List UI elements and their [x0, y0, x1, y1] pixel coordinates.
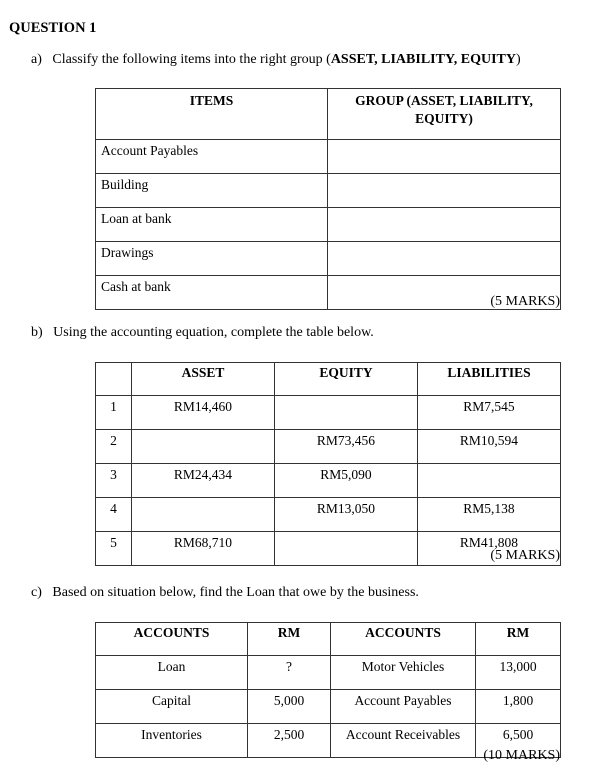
equity-cell [275, 396, 418, 430]
part-b-marks: (5 MARKS) [490, 548, 560, 563]
row-number: 3 [96, 464, 132, 498]
account-cell: Account Payables [331, 690, 476, 724]
amount-cell: 6,500 [476, 724, 561, 758]
liabilities-cell [418, 464, 561, 498]
part-c-text: Based on situation below, find the Loan that owe by the business. [52, 585, 419, 600]
table-header-row [96, 363, 561, 396]
liabilities-cell: RM41,808 [418, 532, 561, 566]
part-c-instruction [31, 585, 419, 601]
part-a-bold: ASSET, LIABILITY, EQUITY [330, 52, 516, 67]
liabilities-header: LIABILITIES [418, 363, 561, 396]
asset-cell [132, 498, 275, 532]
part-b-text: Using the accounting equation, complete the table below. [53, 325, 374, 340]
classify-table [95, 88, 561, 310]
account-cell: Account Receivables [331, 724, 476, 758]
table-row [96, 396, 561, 430]
accounts-header-right: ACCOUNTS [331, 623, 476, 656]
item-cell: Drawings [96, 242, 328, 276]
liabilities-cell: RM10,594 [418, 430, 561, 464]
equity-header: EQUITY [275, 363, 418, 396]
part-c-prefix: c) [31, 585, 42, 600]
table-row [96, 430, 561, 464]
accounts-table [95, 622, 561, 758]
asset-header: ASSET [132, 363, 275, 396]
group-header: GROUP (ASSET, LIABILITY, EQUITY) [328, 89, 561, 140]
account-cell: Inventories [96, 724, 248, 758]
asset-cell: RM14,460 [132, 396, 275, 430]
equity-cell [275, 532, 418, 566]
table-header-row [96, 89, 561, 140]
part-a-text: Classify the following items into the right group ( [52, 52, 331, 67]
rm-header-right: RM [476, 623, 561, 656]
liabilities-cell: RM7,545 [418, 396, 561, 430]
row-number: 2 [96, 430, 132, 464]
account-cell: Motor Vehicles [331, 656, 476, 690]
table-row [96, 242, 561, 276]
item-cell: Cash at bank [96, 276, 328, 310]
equation-table [95, 362, 561, 566]
part-c-marks: (10 MARKS) [483, 748, 560, 763]
account-cell: Capital [96, 690, 248, 724]
part-b-instruction [31, 325, 374, 341]
table-header-row [96, 623, 561, 656]
liabilities-cell: RM5,138 [418, 498, 561, 532]
part-a-end: ) [516, 52, 521, 67]
equity-cell: RM73,456 [275, 430, 418, 464]
rm-header-left: RM [248, 623, 331, 656]
amount-cell: 5,000 [248, 690, 331, 724]
amount-cell: 1,800 [476, 690, 561, 724]
table-row [96, 656, 561, 690]
asset-cell [132, 430, 275, 464]
table-row [96, 174, 561, 208]
table-row [96, 690, 561, 724]
amount-cell: ? [248, 656, 331, 690]
table-row [96, 140, 561, 174]
question-title: QUESTION 1 [9, 20, 97, 36]
part-a-prefix: a) [31, 52, 42, 67]
group-cell [328, 174, 561, 208]
item-cell: Loan at bank [96, 208, 328, 242]
number-header [96, 363, 132, 396]
items-header: ITEMS [96, 89, 328, 140]
accounts-header-left: ACCOUNTS [96, 623, 248, 656]
row-number: 1 [96, 396, 132, 430]
part-a-instruction [31, 52, 521, 68]
amount-cell: 13,000 [476, 656, 561, 690]
table-row [96, 464, 561, 498]
table-row [96, 498, 561, 532]
equity-cell: RM5,090 [275, 464, 418, 498]
part-b-prefix: b) [31, 325, 43, 340]
row-number: 5 [96, 532, 132, 566]
item-cell: Account Payables [96, 140, 328, 174]
item-cell: Building [96, 174, 328, 208]
group-cell [328, 140, 561, 174]
row-number: 4 [96, 498, 132, 532]
part-a-marks: (5 MARKS) [490, 294, 560, 309]
amount-cell: 2,500 [248, 724, 331, 758]
group-cell [328, 242, 561, 276]
asset-cell: RM68,710 [132, 532, 275, 566]
equity-cell: RM13,050 [275, 498, 418, 532]
group-cell [328, 208, 561, 242]
asset-cell: RM24,434 [132, 464, 275, 498]
table-row [96, 208, 561, 242]
account-cell: Loan [96, 656, 248, 690]
